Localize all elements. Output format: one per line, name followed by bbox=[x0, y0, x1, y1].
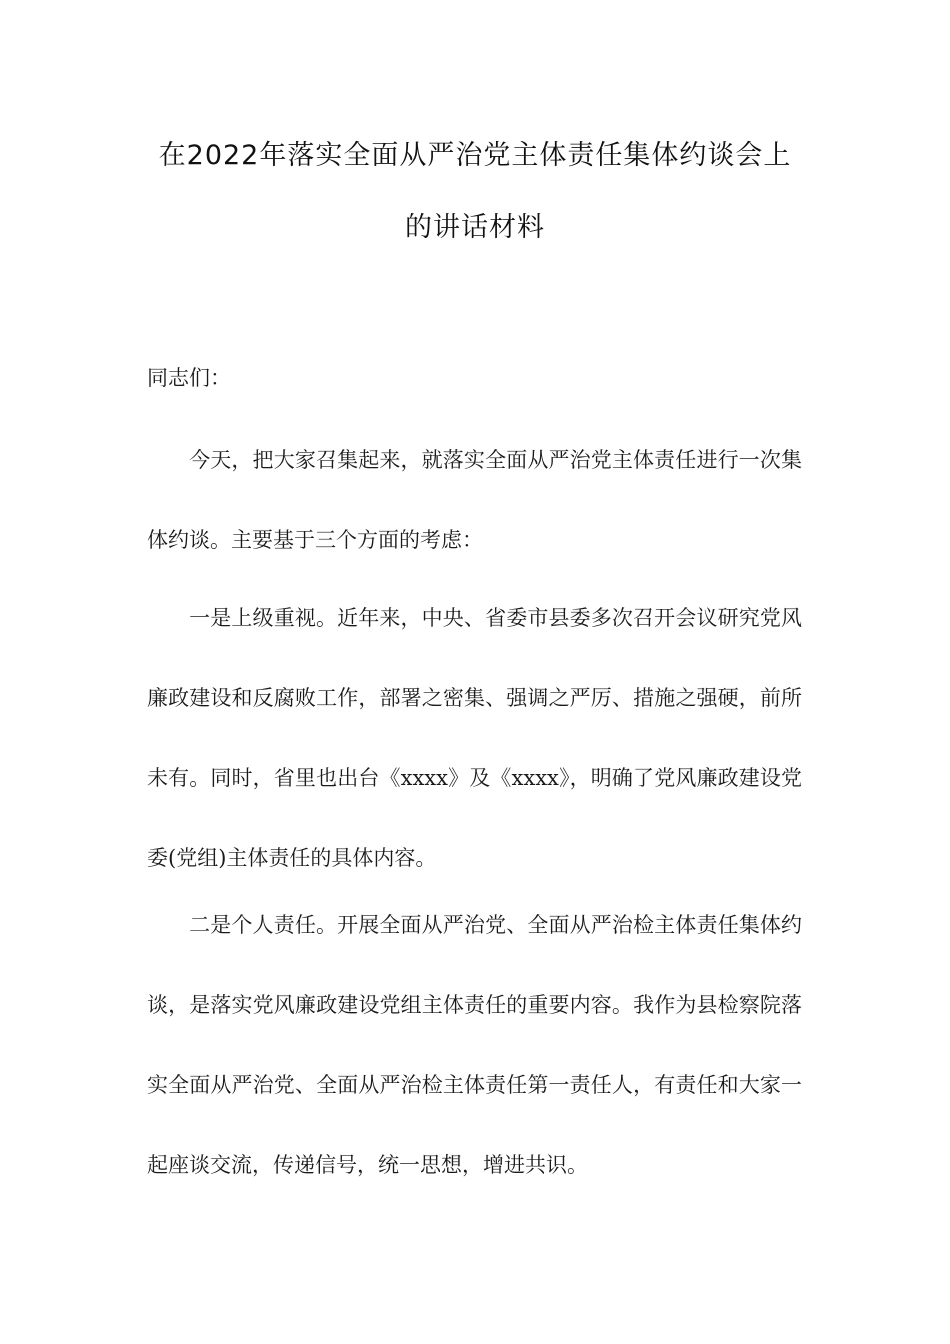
paragraph-text: 一是上级重视。近年来，中央、省委市县委多次召开会议研究党风廉政建设和反腐败工作，部署之密集、强调之严厉、措施之强硬，前所未有。同时，省里也出台《xxxx》及《xxxx》，明确了党风廉政建设党委(党组)主体责任的具体内容。 bbox=[147, 606, 802, 870]
paragraph-point-two bbox=[147, 885, 802, 1205]
paragraph-text: 今天，把大家召集起来，就落实全面从严治党主体责任进行一次集体约谈。主要基于三个方面的考虑： bbox=[147, 448, 802, 552]
salutation: 同志们： bbox=[147, 366, 231, 390]
paragraph-text: 二是个人责任。开展全面从严治党、全面从严治检主体责任集体约谈，是落实党风廉政建设党组主体责任的重要内容。我作为县检察院落实全面从严治党、全面从严治检主体责任第一责任人，有责任和大家一起座谈交流，传递信号，统一思想，增进共识。 bbox=[147, 913, 802, 1177]
paragraph-point-one bbox=[147, 578, 802, 898]
document-title-line-1: 在2022年落实全面从严治党主体责任集体约谈会上 bbox=[158, 140, 792, 171]
document-title-line-2: 的讲话材料 bbox=[405, 212, 545, 243]
paragraph-intro bbox=[147, 420, 802, 580]
